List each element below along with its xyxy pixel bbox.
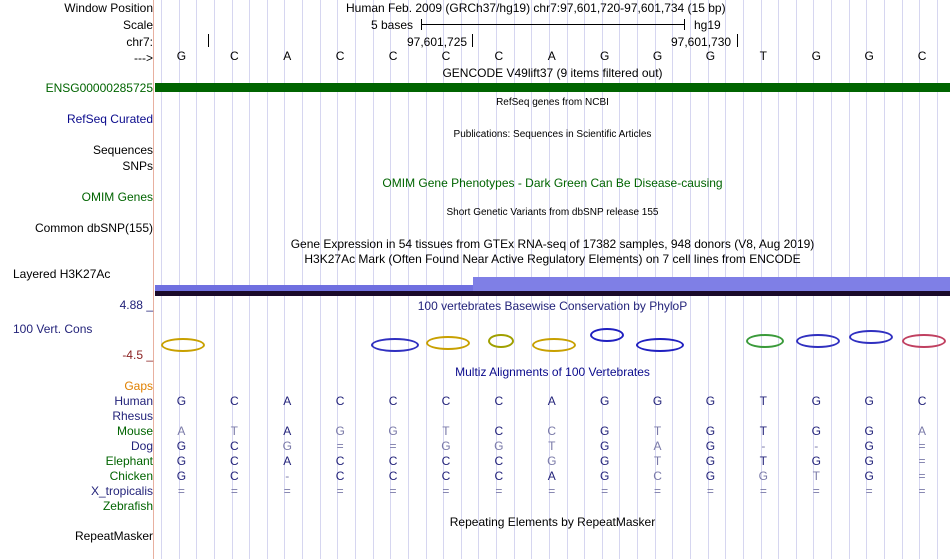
- scale-bar-left-tick: [421, 19, 422, 30]
- sequences-label[interactable]: Sequences: [92, 143, 153, 157]
- alignment-base: =: [918, 439, 926, 453]
- alignment-base: A: [918, 424, 927, 438]
- dna-base: C: [335, 49, 345, 63]
- ruler-tick-2: [737, 34, 738, 47]
- conservation-logo: [636, 338, 684, 352]
- alignment-base: G: [176, 439, 187, 453]
- alignment-base: =: [548, 484, 556, 498]
- alignment-base: =: [389, 484, 397, 498]
- label-separator: [153, 0, 154, 559]
- window-position-label: Window Position: [64, 1, 153, 15]
- alignment-base: G: [864, 454, 874, 468]
- alignment-base: A: [177, 424, 186, 438]
- alignment-base: C: [335, 454, 345, 468]
- dbsnp-title[interactable]: Short Genetic Variants from dbSNP release 155: [446, 207, 659, 218]
- conservation-logo: [161, 338, 205, 352]
- species-label[interactable]: Rhesus: [112, 409, 153, 423]
- alignment-base: C: [547, 424, 557, 438]
- refseq-title[interactable]: RefSeq genes from NCBI: [496, 97, 609, 108]
- alignment-base: C: [494, 424, 504, 438]
- alignment-base: G: [176, 394, 187, 408]
- alignment-base: =: [336, 439, 344, 453]
- alignment-base: A: [283, 394, 292, 408]
- assembly-label: hg19: [694, 18, 721, 32]
- species-label[interactable]: Elephant: [105, 454, 153, 468]
- alignment-base: G: [335, 424, 345, 438]
- conservation-logo: [590, 328, 624, 342]
- alignment-base: C: [388, 469, 398, 483]
- scale-bar-right-tick: [684, 19, 685, 30]
- alignment-base: =: [918, 484, 926, 498]
- coord-label-1: 97,601,725: [407, 35, 468, 49]
- alignment-base: G: [864, 439, 874, 453]
- alignment-base: =: [601, 484, 609, 498]
- alignment-base: G: [864, 424, 874, 438]
- species-label[interactable]: X_tropicalis: [90, 484, 153, 498]
- conservation-logo: [796, 334, 840, 348]
- position-text: Human Feb. 2009 (GRCh37/hg19) chr7:97,601,720-97,601,734 (15 bp): [346, 1, 726, 15]
- alignment-base: A: [283, 424, 292, 438]
- alignment-base: C: [335, 469, 345, 483]
- species-label[interactable]: Mouse: [116, 424, 153, 438]
- alignment-base: G: [811, 424, 821, 438]
- alignment-base: =: [759, 484, 767, 498]
- cons-label[interactable]: 100 Vert. Cons: [13, 322, 93, 336]
- h3k-title[interactable]: H3K27Ac Mark (Often Found Near Active Regulatory Elements) on 7 cell lines from ENCODE: [304, 252, 801, 266]
- alignment-base: G: [705, 439, 716, 453]
- alignment-base: C: [388, 454, 398, 468]
- alignment-base: =: [654, 484, 662, 498]
- alignment-base: =: [230, 484, 238, 498]
- species-label[interactable]: Dog: [130, 439, 153, 453]
- scale-bar: [421, 24, 684, 25]
- alignment-base: C: [230, 469, 239, 483]
- alignment-base: A: [547, 394, 556, 408]
- alignment-base: =: [283, 484, 291, 498]
- alignment-base: T: [812, 469, 820, 483]
- conservation-logo: [902, 334, 946, 348]
- alignment-base: G: [599, 469, 610, 483]
- dna-base: C: [441, 49, 451, 63]
- alignment-base: T: [230, 424, 239, 438]
- alignment-base: C: [441, 454, 451, 468]
- alignment-base: =: [495, 484, 503, 498]
- alignment-base: C: [335, 394, 345, 408]
- gtex-title[interactable]: Gene Expression in 54 tissues from GTEx RNA-seq of 17382 samples, 948 donors (V8, Aug 2019): [290, 237, 815, 251]
- conservation-logo: [488, 334, 514, 348]
- alignment-base: -: [814, 439, 819, 453]
- alignment-base: C: [494, 469, 504, 483]
- species-label[interactable]: Human: [114, 394, 153, 408]
- rmsk-title[interactable]: Repeating Elements by RepeatMasker: [449, 515, 656, 529]
- alignment-base: G: [494, 439, 504, 453]
- species-label[interactable]: Chicken: [109, 469, 153, 483]
- alignment-base: G: [811, 454, 821, 468]
- dna-base: G: [652, 49, 663, 63]
- alignment-base: G: [705, 469, 716, 483]
- h3k-signal-right: [473, 277, 950, 291]
- dna-base: G: [705, 49, 716, 63]
- dna-base: C: [494, 49, 504, 63]
- h3k-signal-base: [155, 291, 950, 296]
- alignment-base: G: [599, 454, 610, 468]
- snps-label[interactable]: SNPs: [122, 159, 153, 173]
- dna-base: G: [811, 49, 821, 63]
- pubs-title[interactable]: Publications: Sequences in Scientific Articles: [453, 129, 652, 140]
- alignment-base: G: [599, 394, 610, 408]
- multiz-title[interactable]: Multiz Alignments of 100 Vertebrates: [455, 365, 650, 379]
- alignment-base: =: [918, 454, 926, 468]
- alignment-base: G: [864, 469, 874, 483]
- rmsk-label[interactable]: RepeatMasker: [74, 529, 153, 543]
- alignment-base: G: [811, 394, 821, 408]
- alignment-base: C: [230, 394, 239, 408]
- alignment-base: A: [283, 454, 292, 468]
- alignment-base: A: [653, 439, 662, 453]
- alignment-base: =: [336, 484, 344, 498]
- alignment-base: A: [547, 469, 556, 483]
- alignment-base: C: [230, 439, 239, 453]
- refseq-label[interactable]: RefSeq Curated: [66, 112, 153, 126]
- dbsnp-label[interactable]: Common dbSNP(155): [34, 221, 153, 235]
- cons-max-label: 4.88 _: [119, 298, 153, 312]
- alignment-base: G: [282, 439, 292, 453]
- alignment-base: T: [653, 424, 662, 438]
- conservation-logo: [426, 336, 470, 350]
- alignment-base: T: [759, 394, 768, 408]
- conservation-logo: [532, 338, 576, 352]
- alignment-base: G: [599, 424, 610, 438]
- dna-base: C: [230, 49, 239, 63]
- alignment-base: =: [865, 484, 873, 498]
- alignment-base: C: [441, 469, 451, 483]
- alignment-base: T: [653, 454, 662, 468]
- alignment-base: C: [653, 469, 662, 483]
- cons-min-label: -4.5 _: [122, 348, 153, 362]
- h3k-label[interactable]: Layered H3K27Ac: [13, 267, 111, 281]
- gene-label[interactable]: ENSG00000285725: [45, 81, 153, 95]
- dna-base: G: [176, 49, 187, 63]
- alignment-base: -: [285, 469, 290, 483]
- gene-feature-bar[interactable]: [155, 83, 950, 92]
- alignment-base: T: [442, 424, 450, 438]
- alignment-base: G: [547, 454, 557, 468]
- gaps-label[interactable]: Gaps: [124, 379, 153, 393]
- cons-title[interactable]: 100 vertebrates Basewise Conservation by PhyloP: [417, 299, 688, 313]
- alignment-base: G: [705, 424, 716, 438]
- conservation-logo: [371, 338, 419, 352]
- ruler-tick-1: [472, 34, 473, 47]
- alignment-base: G: [705, 454, 716, 468]
- alignment-base: =: [389, 439, 397, 453]
- alignment-base: -: [761, 439, 766, 453]
- omim-label[interactable]: OMIM Genes: [81, 190, 153, 204]
- alignment-base: =: [442, 484, 450, 498]
- species-label[interactable]: Zebrafish: [102, 499, 153, 513]
- coord-label-2: 97,601,730: [671, 35, 732, 49]
- ruler-tick-start: [208, 34, 209, 47]
- alignment-base: C: [494, 394, 504, 408]
- alignment-base: =: [918, 469, 926, 483]
- alignment-base: C: [494, 454, 504, 468]
- dna-base: G: [864, 49, 874, 63]
- dna-base: C: [917, 49, 927, 63]
- alignment-base: C: [388, 394, 398, 408]
- alignment-base: G: [652, 394, 663, 408]
- alignment-base: G: [864, 394, 874, 408]
- dna-base: T: [759, 49, 768, 63]
- scale-text: 5 bases: [371, 18, 414, 32]
- alignment-base: =: [177, 484, 185, 498]
- conservation-logo: [849, 330, 893, 344]
- scale-label: Scale: [122, 18, 153, 32]
- alignment-base: C: [441, 394, 451, 408]
- alignment-base: =: [812, 484, 820, 498]
- alignment-base: G: [176, 469, 187, 483]
- alignment-base: G: [599, 439, 610, 453]
- gencode-title[interactable]: GENCODE V49lift37 (9 items filtered out): [442, 66, 663, 80]
- alignment-base: T: [548, 439, 556, 453]
- strand-label: --->: [134, 51, 153, 65]
- dna-base: C: [388, 49, 398, 63]
- alignment-base: G: [176, 454, 187, 468]
- alignment-base: G: [705, 394, 716, 408]
- dna-base: A: [547, 49, 556, 63]
- dna-base: G: [599, 49, 610, 63]
- alignment-base: C: [917, 394, 927, 408]
- alignment-base: C: [230, 454, 239, 468]
- alignment-base: =: [706, 484, 714, 498]
- alignment-base: G: [441, 439, 451, 453]
- alignment-base: T: [759, 424, 768, 438]
- chrom-label: chr7:: [126, 35, 153, 49]
- alignment-base: G: [758, 469, 769, 483]
- alignment-base: G: [388, 424, 398, 438]
- alignment-base: T: [759, 454, 768, 468]
- omim-title[interactable]: OMIM Gene Phenotypes - Dark Green Can Be Disease-causing: [382, 176, 723, 190]
- dna-base: A: [283, 49, 292, 63]
